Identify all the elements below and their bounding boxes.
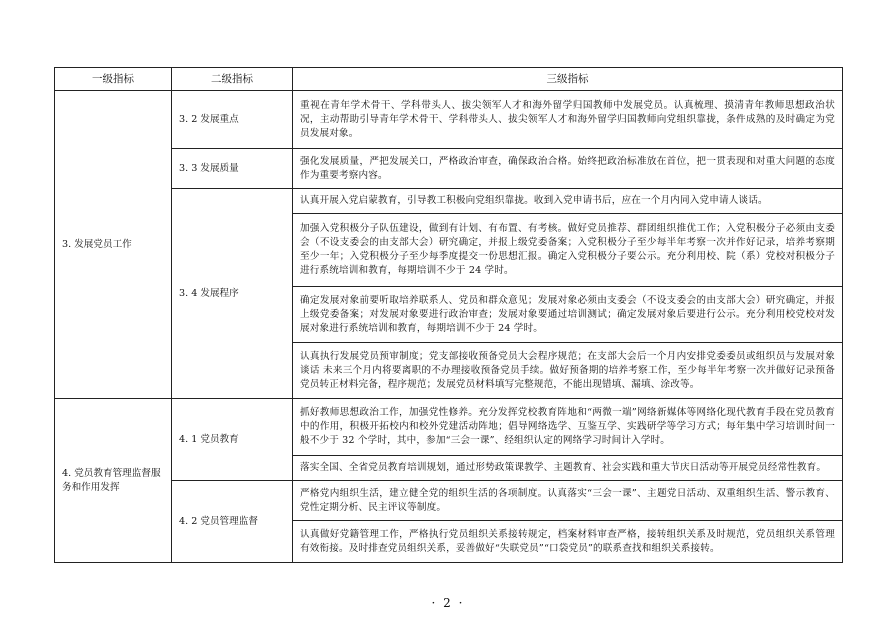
level2-cell-dev-quality: 3. 3 发展质量 [172, 149, 293, 189]
level3-cell: 落实全国、全省党员教育培训规划，通过形势政策课教学、主题教育、社会实践和重大节庆日活动等开展党员经常性教育。 [293, 456, 843, 481]
level1-cell-dev-party-members: 3. 发展党员工作 [55, 91, 172, 399]
table-row [55, 481, 843, 521]
level3-cell: 强化发展质量，严把发展关口，严格政治审查，确保政治合格。始终把政治标准放在首位，把一贯表现和对重大问题的态度作为重要考察内容。 [293, 149, 843, 189]
table-header-row [55, 68, 843, 91]
header-level3: 三级指标 [293, 68, 843, 91]
level2-cell-member-education: 4. 1 党员教育 [172, 399, 293, 481]
table-row [55, 189, 843, 214]
header-level2: 二级指标 [172, 68, 293, 91]
level3-cell: 确定发展对象前要听取培养联系人、党员和群众意见；发展对象必须由支委会（不设支委会的由支部大会）研究确定，并报上级党委备案；对发展对象要进行政治审查；发展对象要通过培训测试；确定发展对象后要进行公示。充分利用校党校对发展对象进行系统培训和教育，每期培训不少于 24 学时。 [293, 287, 843, 343]
level3-cell: 加强入党积极分子队伍建设，做到有计划、有布置、有考核。做好党员推荐、群团组织推优工作；入党积极分子必须由支委会（不设支委会的由支部大会）研究确定，并报上级党委备案；入党积极分子至少每半年考察一次并作好记录，培养考察期至少一年；入党积极分子至少每季度提交一份思想汇报。确定入党积极分子要公示。充分利用校、院（系）党校对积极分子进行系统培训和教育，每期培训不少于 24 学时。 [293, 214, 843, 287]
level3-cell: 认真执行发展党员预审制度；党支部接收预备党员大会程序规范；在支部大会后一个月内安排党委委员或组织员与发展对象谈话 未来三个月内将要离职的不办理接收预备党员手续。做好预备期的培养考察工作，至少每半年考察一次并做好记录预备党员转正材料完备，程序规范；发展党员材料填写完整规范，不能出现错填、漏填、涂改等。 [293, 343, 843, 399]
table-row [55, 399, 843, 456]
level3-cell: 重视在青年学术骨干、学科带头人、拔尖领军人才和海外留学归国教师中发展党员。认真梳理、摸清青年教师思想政治状况，主动帮助引导青年学术骨干、学科带头人、拔尖领军人才和海外留学归国教师向党组织靠拢，条件成熟的及时确定为党员发展对象。 [293, 91, 843, 149]
header-level1: 一级指标 [55, 68, 172, 91]
table-row [55, 91, 843, 149]
level3-cell: 认真开展入党启蒙教育，引导教工积极向党组织靠拢。收到入党申请书后，应在一个月内同入党申请人谈话。 [293, 189, 843, 214]
level3-cell: 抓好教师思想政治工作，加强党性修养。充分发挥党校教育阵地和“两微一端”网络新媒体等网络化现代教育手段在党员教育中的作用，积极开拓校内和校外党建活动阵地；倡导网络选学、互鉴互学、实践研学等学习方式；每年集中学习培训时间一般不少于 32 个学时，其中，参加“三会一课”、经组织认定的网络学习时间计入学时。 [293, 399, 843, 456]
table-row [55, 149, 843, 189]
indicator-table [54, 67, 843, 563]
level2-cell-dev-focus: 3. 2 发展重点 [172, 91, 293, 149]
level2-cell-member-supervision: 4. 2 党员管理监督 [172, 481, 293, 563]
level2-cell-dev-procedure: 3. 4 发展程序 [172, 189, 293, 399]
level3-cell: 认真做好党籍管理工作，严格执行党员组织关系接转规定，档案材料审查严格，接转组织关系及时规范，党员组织关系管理有效衔接。及时排查党员组织关系，妥善做好“失联党员”“口袋党员”的联系查找和组织关系接转。 [293, 521, 843, 563]
level3-cell: 严格党内组织生活，建立健全党的组织生活的各项制度。认真落实“三会一课”、主题党日活动、双重组织生活、警示教育、党性定期分析、民主评议等制度。 [293, 481, 843, 521]
level1-cell-member-education: 4. 党员教育管理监督服务和作用发挥 [55, 399, 172, 563]
page-number: · 2 · [431, 596, 465, 610]
